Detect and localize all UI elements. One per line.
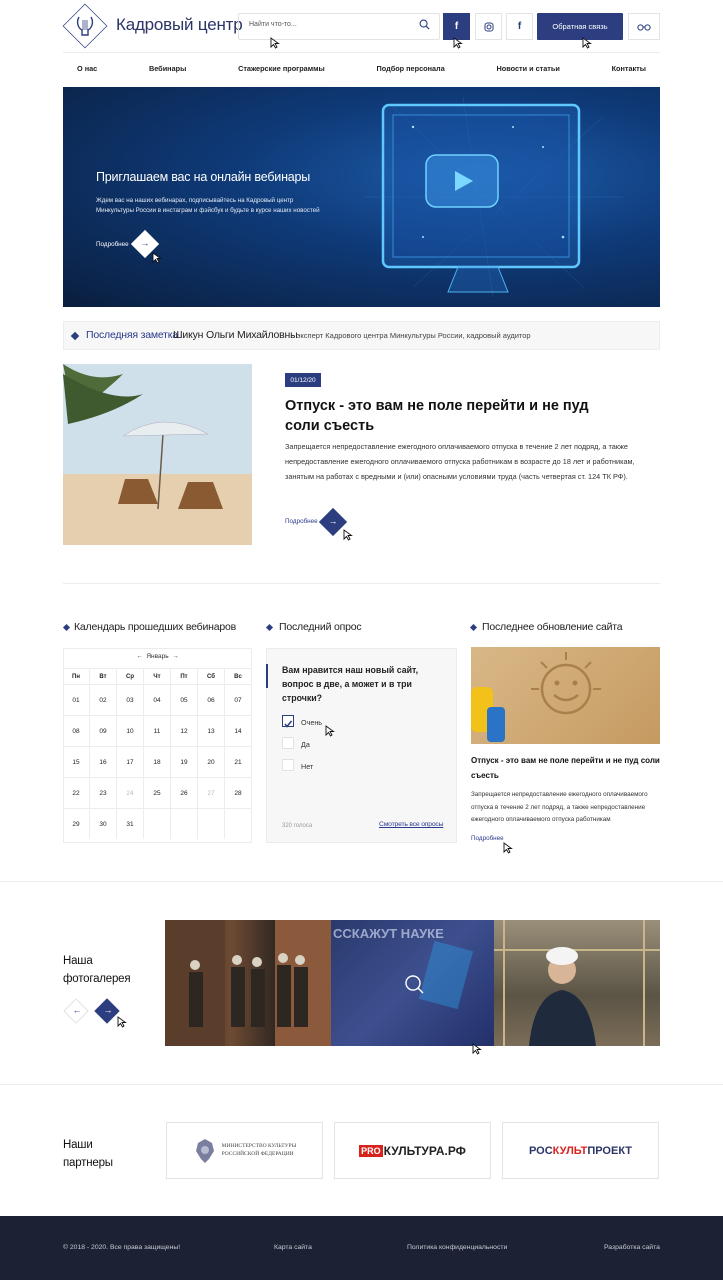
next-month-arrow-icon[interactable]: →	[172, 653, 179, 660]
cursor-icon	[117, 1016, 127, 1028]
calendar-day[interactable]: 25	[144, 777, 171, 808]
accessibility-glasses-icon[interactable]	[628, 13, 660, 40]
article-more-link[interactable]: Подробнее	[285, 518, 318, 525]
gallery-photo[interactable]	[331, 920, 494, 1046]
calendar-day[interactable]: 17	[117, 746, 144, 777]
calendar-day[interactable]: 20	[198, 746, 225, 777]
calendar-weekday: Вс	[225, 668, 252, 684]
footer-sitemap-link[interactable]: Карта сайта	[274, 1244, 312, 1251]
facebook-icon[interactable]: f	[443, 13, 470, 40]
calendar-weekday: Сб	[198, 668, 225, 684]
calendar-day[interactable]: 22	[63, 777, 90, 808]
cursor-icon	[453, 37, 463, 49]
calendar-day	[198, 808, 225, 839]
prev-month-arrow-icon[interactable]: ←	[136, 653, 143, 660]
calendar-day[interactable]: 07	[225, 684, 252, 715]
calendar-day[interactable]: 16	[90, 746, 117, 777]
poll-votes-count: 320 голоса	[282, 823, 313, 829]
calendar-day[interactable]: 24	[117, 777, 144, 808]
calendar-day[interactable]: 02	[90, 684, 117, 715]
poll-accent-bar	[266, 664, 268, 688]
instagram-icon[interactable]	[475, 13, 502, 40]
note-description: - эксперт Кадрового центра Минкультуры России, кадровый аудитор	[292, 331, 531, 340]
calendar-day[interactable]: 30	[90, 808, 117, 839]
feedback-button[interactable]: Обратная связь	[537, 13, 623, 40]
gallery-title-line: фотогалерея	[63, 973, 131, 985]
arrow-right-icon: →	[103, 1005, 113, 1015]
calendar-weekday: Вт	[90, 668, 117, 684]
note-label: Последняя заметка	[86, 329, 179, 341]
update-title[interactable]: Отпуск - это вам не поле перейти и не пуд соли съесть	[471, 756, 660, 780]
calendar-day[interactable]: 19	[171, 746, 198, 777]
calendar-heading: Календарь прошедших вебинаров	[74, 621, 237, 633]
partner-logo-part: ПРОЕКТ	[587, 1144, 633, 1157]
calendar-weekday: Чт	[144, 668, 171, 684]
calendar-day[interactable]: 14	[225, 715, 252, 746]
article-title[interactable]: Отпуск - это вам не поле перейти и не пуд соли съесть	[285, 398, 589, 434]
nav-item-recruitment[interactable]: Подбор персонала	[376, 64, 445, 73]
all-polls-link[interactable]: Смотреть все опросы	[379, 821, 444, 828]
poll-option-label[interactable]: Нет	[301, 762, 314, 771]
diamond-bullet-icon	[470, 624, 477, 631]
arrow-left-icon: ←	[72, 1005, 82, 1015]
search-placeholder: Найти что-то...	[249, 21, 297, 28]
cursor-icon	[152, 252, 162, 264]
cursor-icon	[325, 725, 335, 737]
footer-developer-link[interactable]: Разработка сайта	[604, 1244, 660, 1251]
calendar-month-nav	[63, 653, 252, 660]
calendar-day[interactable]: 21	[225, 746, 252, 777]
partners-title-line: Наши	[63, 1139, 93, 1151]
calendar-day[interactable]: 23	[90, 777, 117, 808]
update-more-link[interactable]: Подробнее	[471, 835, 504, 842]
footer-copyright: © 2018 - 2020. Все права защищены!	[63, 1244, 181, 1251]
facebook-icon[interactable]: f	[506, 13, 533, 40]
hero-text: Ждем вас на наших вебинарах, подписывайтесь на Кадровый центр Минкультуры России в инстаграм и фэйсбук и будьте в курсе наших новостей	[96, 197, 320, 214]
diamond-bullet-icon	[266, 624, 273, 631]
gallery-photo[interactable]	[165, 920, 331, 1046]
partner-ministry-of-culture[interactable]	[166, 1122, 323, 1179]
update-text: Запрещается непредоставление ежегодного оплачиваемого отпуска в течение 2 лет подряд, а также непредоставление ежегодного оплачиваемого отпуска работникам	[471, 791, 648, 823]
update-image[interactable]	[471, 647, 660, 744]
partner-logo-part: РОС	[528, 1144, 553, 1157]
update-heading: Последнее обновление сайта	[482, 621, 623, 633]
partner-name-line: РОССИЙСКОЙ ФЕДЕРАЦИИ	[221, 1150, 294, 1157]
calendar-weekday: Ср	[117, 668, 144, 684]
section-divider	[63, 583, 660, 584]
calendar-weekday: Пн	[63, 668, 90, 684]
poll-heading: Последний опрос	[279, 621, 362, 633]
nav-item-news[interactable]: Новости и статьи	[496, 64, 560, 73]
calendar-day[interactable]: 11	[144, 715, 171, 746]
brand-name[interactable]: Кадровый центр	[116, 15, 243, 34]
main-nav	[63, 64, 660, 78]
calendar-day	[171, 808, 198, 839]
footer-privacy-link[interactable]: Политика конфиденциальности	[407, 1244, 508, 1251]
cursor-icon	[582, 37, 592, 49]
poll-option-checkbox[interactable]	[282, 759, 294, 771]
gallery-title	[63, 952, 130, 988]
nav-item-contacts[interactable]: Контакты	[611, 64, 646, 73]
calendar-day[interactable]: 27	[198, 777, 225, 808]
cursor-icon	[343, 529, 353, 541]
gallery-title-line: Наша	[63, 955, 93, 967]
partner-logo-part: КУЛЬТ	[552, 1144, 588, 1157]
partner-logo-text: КУЛЬТУРА.РФ	[383, 1143, 466, 1158]
calendar-day[interactable]: 01	[63, 684, 90, 715]
cursor-icon	[472, 1043, 482, 1055]
calendar-day[interactable]: 06	[198, 684, 225, 715]
gallery-photo[interactable]	[494, 920, 660, 1046]
partner-name-line: МИНИСТЕРСТВО КУЛЬТУРЫ	[221, 1143, 297, 1149]
checkmark-icon	[283, 719, 293, 729]
calendar-weekday: Пт	[171, 668, 198, 684]
calendar-day[interactable]: 10	[117, 715, 144, 746]
calendar-day[interactable]: 18	[144, 746, 171, 777]
hero-more-link[interactable]: Подробнее	[96, 241, 129, 248]
article-date-badge: 01/12/20	[285, 373, 321, 387]
calendar-day[interactable]: 28	[225, 777, 252, 808]
calendar-day	[225, 808, 252, 839]
partners-title-line: партнеры	[63, 1157, 113, 1169]
header-divider	[63, 52, 660, 53]
poll-option-checkbox[interactable]	[282, 715, 294, 727]
calendar-day[interactable]: 26	[171, 777, 198, 808]
lyre-icon	[74, 14, 96, 38]
calendar-day[interactable]: 12	[171, 715, 198, 746]
calendar-day[interactable]: 03	[117, 684, 144, 715]
arrow-right-icon: →	[328, 516, 338, 526]
calendar-grid	[63, 668, 252, 839]
poll-question: Вам нравится наш новый сайт, вопрос в две, а может и в три строчки?	[282, 665, 419, 703]
poll-option-label[interactable]: Да	[301, 740, 310, 749]
photo-poster-text: ССКАЖУТ НАУКЕ	[333, 926, 444, 941]
article-text: Запрещается непредоставление ежегодного оплачиваемого отпуска в течение 2 лет подряд, а также непредоставление ежегодного оплачиваемого отпуска работникам в возрасте до 18 лет и работникам, занятым на работах с вредными и (или) опасными условиями труда (часть четвертая ст. 124 ТК РФ).	[285, 442, 635, 481]
partners-title	[63, 1136, 113, 1172]
calendar-day[interactable]: 13	[198, 715, 225, 746]
calendar-month: Январь	[146, 653, 169, 660]
calendar-day[interactable]: 31	[117, 808, 144, 839]
arrow-right-icon: →	[140, 238, 150, 248]
section-divider	[0, 881, 723, 882]
section-divider	[0, 1084, 723, 1085]
calendar-day[interactable]: 15	[63, 746, 90, 777]
article-image[interactable]	[63, 364, 252, 545]
nav-item-webinars[interactable]: Вебинары	[148, 64, 187, 73]
calendar-day	[144, 808, 171, 839]
partner-roskultproekt[interactable]	[502, 1122, 659, 1179]
nav-item-internships[interactable]: Стажерские программы	[238, 64, 325, 73]
calendar-day[interactable]: 04	[144, 684, 171, 715]
search-icon[interactable]	[419, 19, 430, 30]
cursor-icon	[503, 842, 513, 854]
poll-option-label[interactable]: Очень	[301, 718, 323, 727]
diamond-bullet-icon	[63, 624, 70, 631]
calendar-day[interactable]: 05	[171, 684, 198, 715]
cursor-icon	[270, 37, 280, 49]
partner-logo-pro: PRO	[361, 1145, 381, 1156]
coat-of-arms-icon	[193, 1137, 217, 1165]
hero-title: Приглашаем вас на онлайн вебинары	[96, 170, 311, 184]
partner-pro-kultura[interactable]	[334, 1122, 491, 1179]
poll-option-checkbox[interactable]	[282, 737, 294, 749]
nav-item-about[interactable]: О нас	[77, 64, 98, 73]
note-author[interactable]: Шикун Ольги Михайловны	[173, 329, 298, 341]
calendar-day[interactable]: 29	[63, 808, 90, 839]
calendar-day[interactable]: 09	[90, 715, 117, 746]
calendar-day[interactable]: 08	[63, 715, 90, 746]
